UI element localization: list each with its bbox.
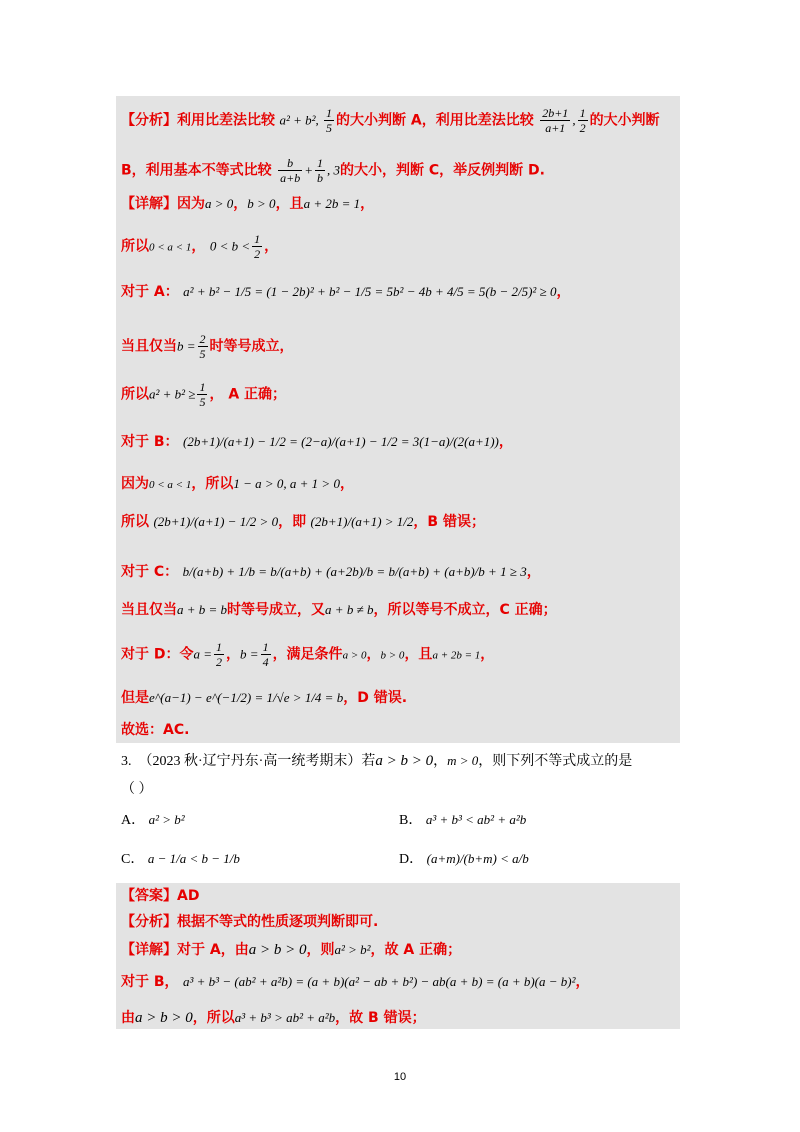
fraction: $\frac{2}{5}$: [199, 332, 206, 361]
option-c: C． a − 1/a < b − 1/b: [121, 851, 240, 867]
detail-line-4: 当且仅当b = $\frac{2}{5}$ 时等号成立，: [121, 332, 294, 361]
detail-line-q3-2: 对于 B， a³ + b³ − (ab² + a²b) = (a + b)(a² − ab + b²) − ab(a + b) = (a + b)(a − b)²，: [121, 974, 590, 990]
fraction: $\frac{b}{a+b}$: [280, 156, 301, 185]
analysis-line-2: B，利用基本不等式比较 $\frac{b}{a+b}$ + $\frac{1}{b}$ , 3的大小，判断 C，举反例判断 D.: [121, 156, 545, 185]
detail-line-9: 对于 C： b/(a+b) + 1/b = b/(a+b) + (a+2b)/b = b/(a+b) + (a+b)/b + 1 ≥ 3，: [121, 564, 541, 580]
analysis-line-q3: 【分析】根据不等式的性质逐项判断即可.: [121, 914, 379, 930]
analysis-tag: 【分析】: [121, 914, 177, 930]
question-3-stem: 3. （2023 秋·辽宁丹东·高一统考期末）若a > b > 0，m > 0，则下列不等式成立的是: [121, 753, 633, 769]
detail-line-8: 所以 (2b+1)/(a+1) − 1/2 > 0，即 (2b+1)/(a+1) > 1/2，B 错误；: [121, 514, 485, 530]
option-d: D． (a+m)/(b+m) < a/b: [399, 851, 529, 867]
analysis-tag: 【分析】: [121, 112, 177, 129]
detail-line-6: 对于 B： (2b+1)/(a+1) − 1/2 = (2−a)/(a+1) − 1/2 = 3(1−a)/(2(a+1))，: [121, 434, 513, 450]
fraction: $\frac{1}{2}$: [579, 106, 586, 135]
option-b: B． a³ + b³ < ab² + a²b: [399, 812, 527, 828]
detail-line-3: 对于 A： a² + b² − 1/5 = (1 − 2b)² + b² − 1/5 = 5b² − 4b + 4/5 = 5(b − 2/5)² ≥ 0，: [121, 284, 571, 300]
fraction: $\frac{1}{2}$: [254, 232, 261, 261]
detail-line-5: 所以a² + b² ≥ $\frac{1}{5}$ ， A 正确；: [121, 380, 287, 409]
question-number: 3.: [121, 754, 132, 769]
answer-choice-line: 故选：AC.: [121, 722, 190, 738]
detail-tag: 【详解】: [121, 942, 177, 958]
option-a: A． a² > b²: [121, 812, 185, 828]
detail-line-10: 当且仅当a + b = b时等号成立，又a + b ≠ b，所以等号不成立，C 正确；: [121, 602, 557, 618]
fraction: $\frac{1}{5}$: [326, 106, 333, 135]
detail-line-2: 所以0 < a < 1， 0 < b < $\frac{1}{2}$ ，: [121, 232, 279, 261]
detail-tag: 【详解】: [121, 196, 177, 212]
fraction: $\frac{1}{b}$: [317, 156, 324, 185]
detail-line-q3-3: 由a > b > 0，所以a³ + b³ > ab² + a²b，故 B 错误；: [121, 1010, 426, 1026]
math: a² + b²,: [279, 112, 323, 128]
page-number: 10: [393, 1071, 407, 1083]
detail-line-12: 但是e^(a−1) − e^(−1/2) = 1/√e > 1/4 = b，D 错误.: [121, 690, 408, 706]
fraction: $\frac{1}{2}$: [216, 640, 223, 669]
fraction: $\frac{1}{4}$: [262, 640, 269, 669]
analysis-line-1: 【分析】利用比差法比较 a² + b², $\frac{1}{5}$ 的大小判断 A，利用比差法比较 $\frac{2b+1}{a+1}$ , $\frac{1}{2}$ 的大小判断: [121, 106, 660, 135]
detail-line-q3-1: 【详解】对于 A，由a > b > 0，则a² > b²，故 A 正确；: [121, 942, 462, 958]
answer-tag: 【答案】AD: [121, 888, 200, 904]
detail-line-1: 【详解】因为a > 0，b > 0，且a + 2b = 1，: [121, 196, 375, 212]
fraction: $\frac{2b+1}{a+1}$: [542, 106, 569, 135]
detail-line-11: 对于 D：令a = $\frac{1}{2}$ ，b = $\frac{1}{4}$ ，满足条件a > 0，b > 0，且a + 2b = 1，: [121, 640, 495, 669]
detail-line-7: 因为0 < a < 1，所以1 − a > 0, a + 1 > 0，: [121, 476, 354, 492]
answer-line: [121, 886, 199, 906]
fraction: $\frac{1}{5}$: [199, 380, 206, 409]
question-3-paren: （ ）: [121, 782, 153, 797]
